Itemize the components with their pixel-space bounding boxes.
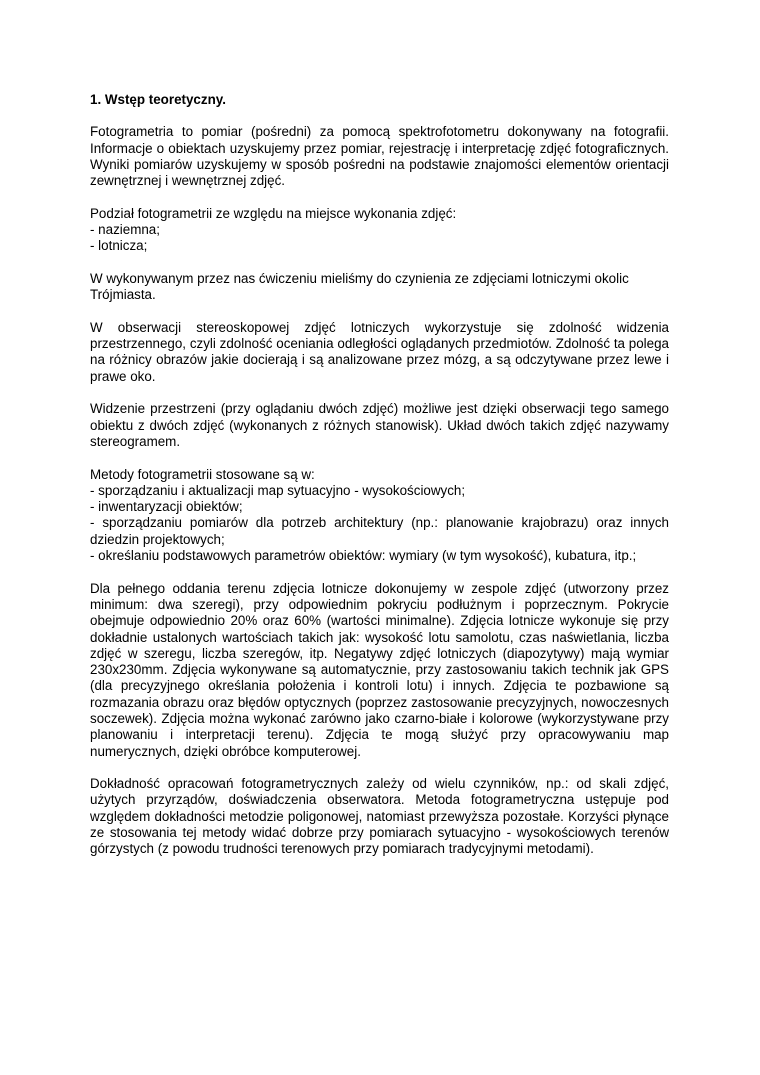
methods-list <box>90 467 669 565</box>
methods-item: - sporządzaniu i aktualizacji map sytuacyjno - wysokościowych; <box>90 482 466 498</box>
division-list <box>90 206 669 255</box>
document-page <box>90 92 669 874</box>
methods-item: - inwentaryzacji obiektów; <box>90 499 243 515</box>
paragraph-stereoscopic: W obserwacji stereoskopowej zdjęć lotniczych wykorzystuje się zdolność widzenia przestrzennego, czyli zdolność oceniania odległości oglądanych przedmiotów. Zdolność ta polega na różnicy obrazów jakie docierają i są analizowane przez mózg, a są odczytywane przez lewe i prawe oko. <box>90 319 669 384</box>
section-heading: 1. Wstęp teoretyczny. <box>90 92 226 107</box>
paragraph-exercise: W wykonywanym przez nas ćwiczeniu mieliśmy do czynienia ze zdjęciami lotniczymi okolic Trójmiasta. <box>90 270 629 303</box>
division-intro: Podział fotogrametrii ze względu na miejsce wykonania zdjęć: <box>90 205 457 221</box>
methods-item: - określaniu podstawowych parametrów obiektów: wymiary (w tym wysokość), kubatura, itp.; <box>90 548 637 564</box>
methods-intro: Metody fotogrametrii stosowane są w: <box>90 466 315 482</box>
paragraph-aerial-photos: Dla pełnego oddania terenu zdjęcia lotnicze dokonujemy w zespole zdjęć (utworzony przez minimum: dwa szeregi), przy odpowiednim pokryciu podłużnym i poprzecznym. Pokrycie obejmuje odpowiednio 20% oraz 60% (wartości minimalne). Zdjęcia lotnicze wykonuje się przy dokładnie ustalonych wartościach takich jak: wysokość lotu samolotu, czas naświetlania, liczba zdjęć w szeregu, liczba szeregów, itp. Negatywy zdjęć lotniczych (diapozytywy) mają wymiar 230x230mm. Zdjęcia wykonywane są automatycznie, przy zastosowaniu takich technik jak GPS (dla precyzyjnego określania położenia i kontroli lotu) i innych. Zdjęcia te pozbawione są rozmazania obrazu oraz błędów optycznych (poprzez zastosowanie precyzyjnych, nowoczesnych soczewek). Zdjęcia można wykonać zarówno jako czarno-białe i kolorowe (wykorzystywane przy planowaniu i interpretacji terenu). Zdjęcia te mogą służyć przy opracowywaniu map numerycznych, dzięki obróbce komputerowej. <box>90 580 669 759</box>
division-item: - naziemna; <box>90 222 160 238</box>
paragraph-definition: Fotogrametria to pomiar (pośredni) za pomocą spektrofotometru dokonywany na fotografii. Informacje o obiektach uzyskujemy przez pomiar, rejestrację i interpretację zdjęć fotograficznych. Wyniki pomiarów uzyskujemy w sposób pośredni na podstawie znajomości elementów orientacji zewnętrznej i wewnętrznej zdjęć. <box>90 124 669 189</box>
division-item: - lotnicza; <box>90 238 148 254</box>
paragraph-accuracy: Dokładność opracowań fotogrametrycznych zależy od wielu czynników, np.: od skali zdjęć, użytych przyrządów, doświadczenia obserwatora. Metoda fotogrametryczna ustępuje pod względem dokładności metodzie poligonowej, natomiast przewyższa pozostałe. Korzyści płynące ze stosowania tej metody widać dobrze przy pomiarach sytuacyjno - wysokościowych terenów górzystych (z powodu trudności terenowych przy pomiarach tradycyjnymi metodami). <box>90 776 669 857</box>
methods-item: - sporządzaniu pomiarów dla potrzeb architektury (np.: planowanie krajobrazu) oraz innych dziedzin projektowych; <box>90 515 669 547</box>
paragraph-stereogram: Widzenie przestrzeni (przy oglądaniu dwóch zdjęć) możliwe jest dzięki obserwacji tego samego obiektu z dwóch zdjęć (wykonanych z różnych stanowisk). Układ dwóch takich zdjęć nazywamy stereogramem. <box>90 401 669 449</box>
